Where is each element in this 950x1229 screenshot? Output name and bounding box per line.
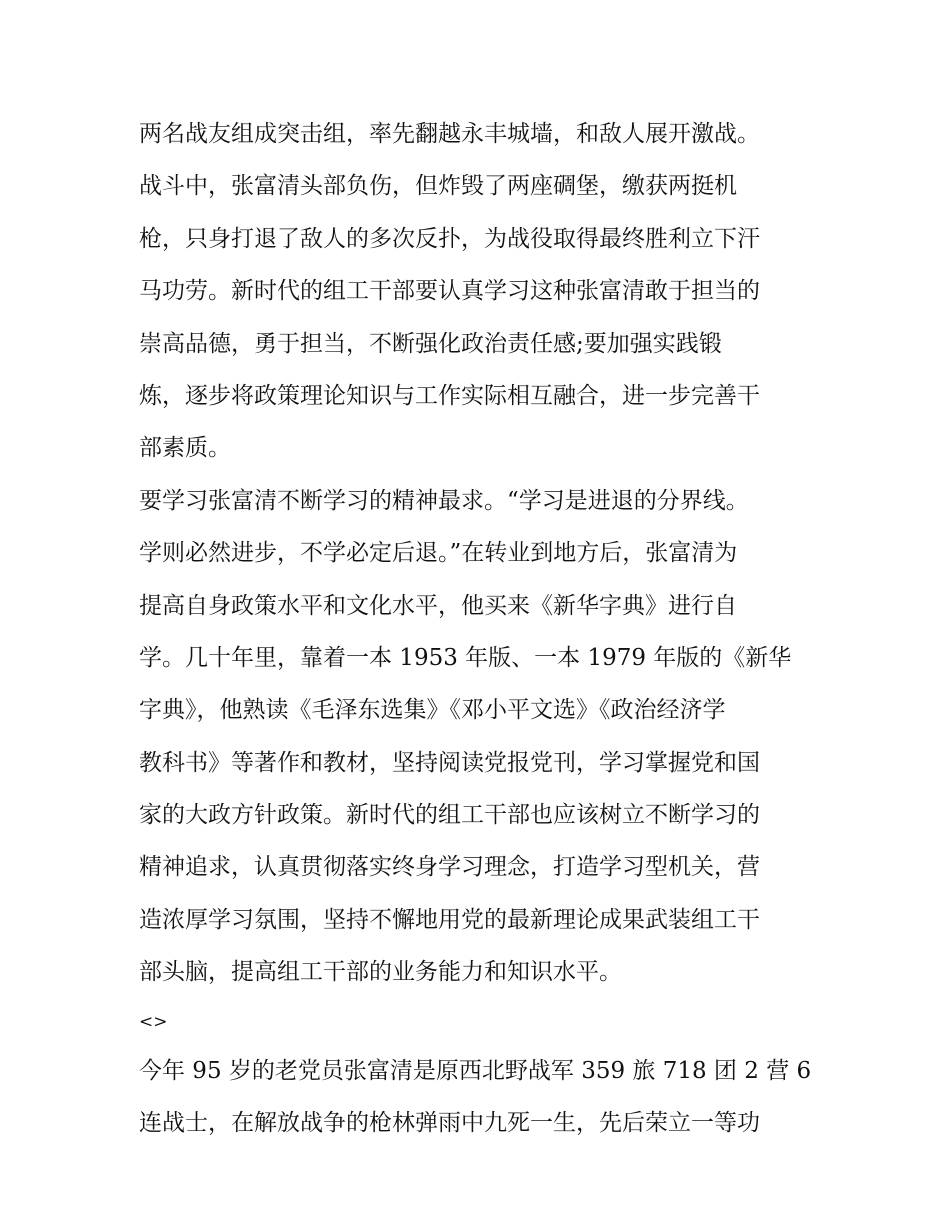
text-line: 战斗中，张富清头部负伤，但炸毁了两座碉堡，缴获两挺机 — [139, 173, 737, 200]
text-line: 造浓厚学习氛围，坚持不懈地用党的最新理论成果武装组工干 — [139, 906, 760, 933]
text-line: 家的大政方针政策。新时代的组工干部也应该树立不断学习的 — [139, 802, 760, 829]
document-body — [139, 108, 829, 1149]
text-line: 炼，逐步将政策理论知识与工作实际相互融合，进一步完善干 — [139, 382, 760, 409]
text-line: 学。几十年里，靠着一本 1953 年版、一本 1979 年版的《新华 — [139, 644, 792, 671]
text-line: 精神追求，认真贯彻落实终身学习理念，打造学习型机关，营 — [139, 854, 760, 881]
text-line: 两名战友组成突击组，率先翻越永丰城墙，和敌人展开激战。 — [139, 121, 760, 147]
text-line: 教科书》等著作和教材，坚持阅读党报党刊，学习掌握党和国 — [139, 749, 760, 776]
text-line: 崇高品德，勇于担当，不断强化政治责任感;要加强实践锻 — [139, 330, 722, 357]
text-line: 提高自身政策水平和文化水平，他买来《新华字典》进行自 — [139, 592, 737, 619]
separator-marker: <> — [139, 1011, 168, 1032]
text-line: 学则必然进步，不学必定后退。”在转业到地方后，张富清为 — [139, 540, 738, 567]
text-line: 枪，只身打退了敌人的多次反扑，为战役取得最终胜利立下汗 — [139, 225, 760, 252]
text-line: 今年 95 岁的老党员张富清是原西北野战军 359 旅 718 团 2 营 6 — [139, 1057, 812, 1084]
text-line: 部素质。 — [139, 435, 231, 462]
text-line: 部头脑，提高组工干部的业务能力和知识水平。 — [139, 959, 622, 986]
text-line: 连战士，在解放战争的枪林弹雨中九死一生，先后荣立一等功 — [139, 1110, 760, 1137]
text-line: 马功劳。新时代的组工干部要认真学习这种张富清敢于担当的 — [139, 278, 760, 305]
text-line: 字典》，他熟读《毛泽东选集》《邓小平文选》《政治经济学 — [139, 697, 726, 724]
text-line: 要学习张富清不断学习的精神最求。“学习是进退的分界线。 — [139, 487, 749, 514]
